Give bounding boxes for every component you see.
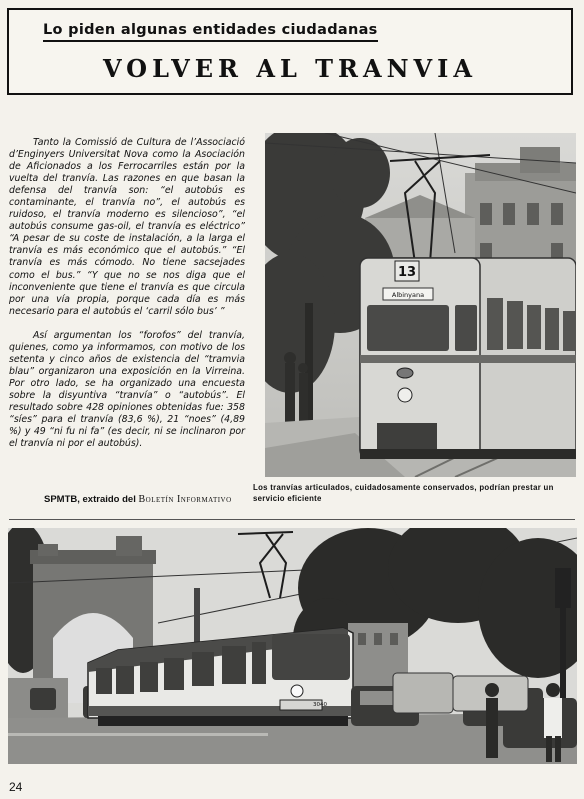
tram-photo-bottom-illustration <box>8 528 577 764</box>
page-number: 24 <box>9 780 23 794</box>
destination-sign: Albinyana <box>391 291 425 299</box>
tram-number: 3040 <box>313 702 327 708</box>
article-body <box>9 137 245 450</box>
tram-photo-top-illustration <box>265 133 576 477</box>
route-number: 13 <box>397 265 417 280</box>
headline-box <box>7 8 573 95</box>
source-prefix: SPMTB, extraido del <box>44 494 136 505</box>
tram-photo-bottom <box>8 528 577 764</box>
article-paragraph-2: Así argumentan los “forofos” del tranvía, quienes, como ya informamos, con motivo de los setenta y cinco años de existencia del “tramvia blau” organizaron una exposición en la Virreina. Por otro lado, se ha organizado una encuesta sobre la disyuntiva “tranvía” o “autobús”. El resultado sobre 428 opiniones obtenidas fue: 358 “síes” para el tranvía (83,6 %), 21 “noes” (4,89 %) y 49 “ni fu ni fa” (es decir, ni se inclinaron por el tranvía ni por el autobús). <box>9 329 245 450</box>
photo-caption: Los tranvías articulados, cuidadosamente conservados, podrían prestar un servicio eficiente <box>253 483 554 503</box>
section-divider <box>9 519 575 520</box>
article-source <box>44 494 232 505</box>
article-paragraph-1: Tanto la Comissió de Cultura de l’Associació d’Enginyers Universitat Nova como la Asociación de Aficionados a los Ferrocarriles están por la vuelta del tranvía. Las razones en que basan la defensa del tranvía son: “el autobús es contaminante, el tranvía no”, el autobús es ruidoso, el tranvía moderno es silencioso”, “el autobús consume gas-oil, el tranvía es eléctrico” “A pesar de su coste de instalación, a la larga el tranvía es más económico que el autobús.” “El tranvía es más cómodo. No tiene sacsejades como el bus.” “Y que no se nos diga que el inconveniente que tiene el tranvía es que circula por una vía propia, porque cada día es más necesario para el autobús el ‘carril sólo bus’ ” <box>9 137 245 317</box>
tram-photo-top <box>265 133 576 477</box>
page-title: VOLVER AL TRANVIA <box>102 54 478 83</box>
kicker: Lo piden algunas entidades ciudadanas <box>43 22 378 42</box>
source-publication: Boletín Informativo <box>138 494 232 505</box>
